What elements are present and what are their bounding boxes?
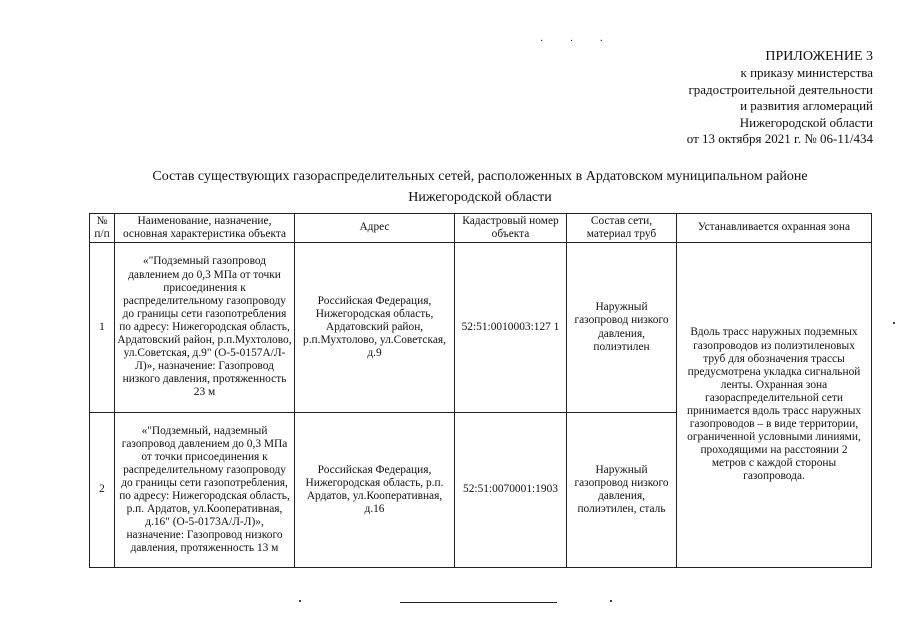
appendix-line: от 13 октября 2021 г. № 06-11/434: [686, 131, 873, 147]
appendix-line: и развития агломераций: [740, 98, 873, 114]
appendix-header: [687, 49, 873, 147]
footer-separator: [400, 602, 557, 603]
header-cadastral: Кадастровый номер объекта: [455, 214, 567, 243]
document-title: Состав существующих газораспределительных сетей, расположенных в Ардатовском муниципальном районе Нижегородской области: [152, 169, 808, 205]
scan-dots: · · ·: [540, 36, 615, 47]
appendix-line: градостроительной деятельности: [688, 81, 873, 97]
row-num: 2: [90, 413, 115, 568]
header-network: Состав сети, материал труб: [567, 214, 677, 243]
table-row: [90, 243, 872, 413]
row-address: Российская Федерация, Нижегородская область, Ардатовский район, р.п.Мухтолово, ул.Советская, д.9: [295, 243, 455, 413]
row-network: Наружный газопровод низкого давления, полиэтилен, сталь: [567, 413, 677, 568]
row-zone: Вдоль трасс наружных подземных газопроводов из полиэтиленовых труб для обозначения трассы предусмотрена укладка сигнальной ленты. Охранная зона газораспределительной сети принимается вдоль трасс наружных газопроводов – в виде территории, ограниченной условными линиями, проходящими на расстоянии 2 метров с каждой стороны газопровода.: [677, 243, 872, 568]
header-address: Адрес: [295, 214, 455, 243]
scan-mark: [610, 600, 612, 602]
scan-mark: [893, 322, 895, 324]
row-address: Российская Федерация, Нижегородская область, р.п. Ардатов, ул.Кооперативная, д.16: [295, 413, 455, 568]
appendix-line: Нижегородской области: [739, 114, 873, 130]
appendix-line: к приказу министерства: [740, 65, 873, 81]
table-header-row: [90, 214, 872, 243]
scan-mark: [299, 600, 301, 602]
row-num: 1: [90, 243, 115, 413]
row-network: Наружный газопровод низкого давления, полиэтилен: [567, 243, 677, 413]
header-name: Наименование, назначение, основная характеристика объекта: [115, 214, 295, 243]
appendix-line: ПРИЛОЖЕНИЕ 3: [765, 49, 873, 64]
row-cadastral: 52:51:0070001:1903: [455, 413, 567, 568]
row-name: «"Подземный, надземный газопровод давлением до 0,3 МПа от точки присоединения к распределительному газопроводу до границы сети газопотребления, по адресу: Нижегородская область, р.п. Ардатов, ул.Кооперативная, д.16" (О-5-0173А/Л-Л)», назначение: Газопровод низкого давления, протяженность 13 м: [115, 413, 295, 568]
header-num: № п/п: [90, 214, 115, 243]
row-name: «"Подземный газопровод давлением до 0,3 МПа от точки присоединения к распределительному газопроводу до границы сети газопотребления по адресу: Нижегородская область, Ардатовский район, р.п.Мухтолово, ул.Советская, д.9" (О-5-0157А/Л-Л)», назначение: Газопровод низкого давления, протяженность 23 м: [115, 243, 295, 413]
header-zone: Устанавливается охранная зона: [677, 214, 872, 243]
gas-network-table: [89, 213, 872, 568]
row-cadastral: 52:51:0010003:127 1: [455, 243, 567, 413]
